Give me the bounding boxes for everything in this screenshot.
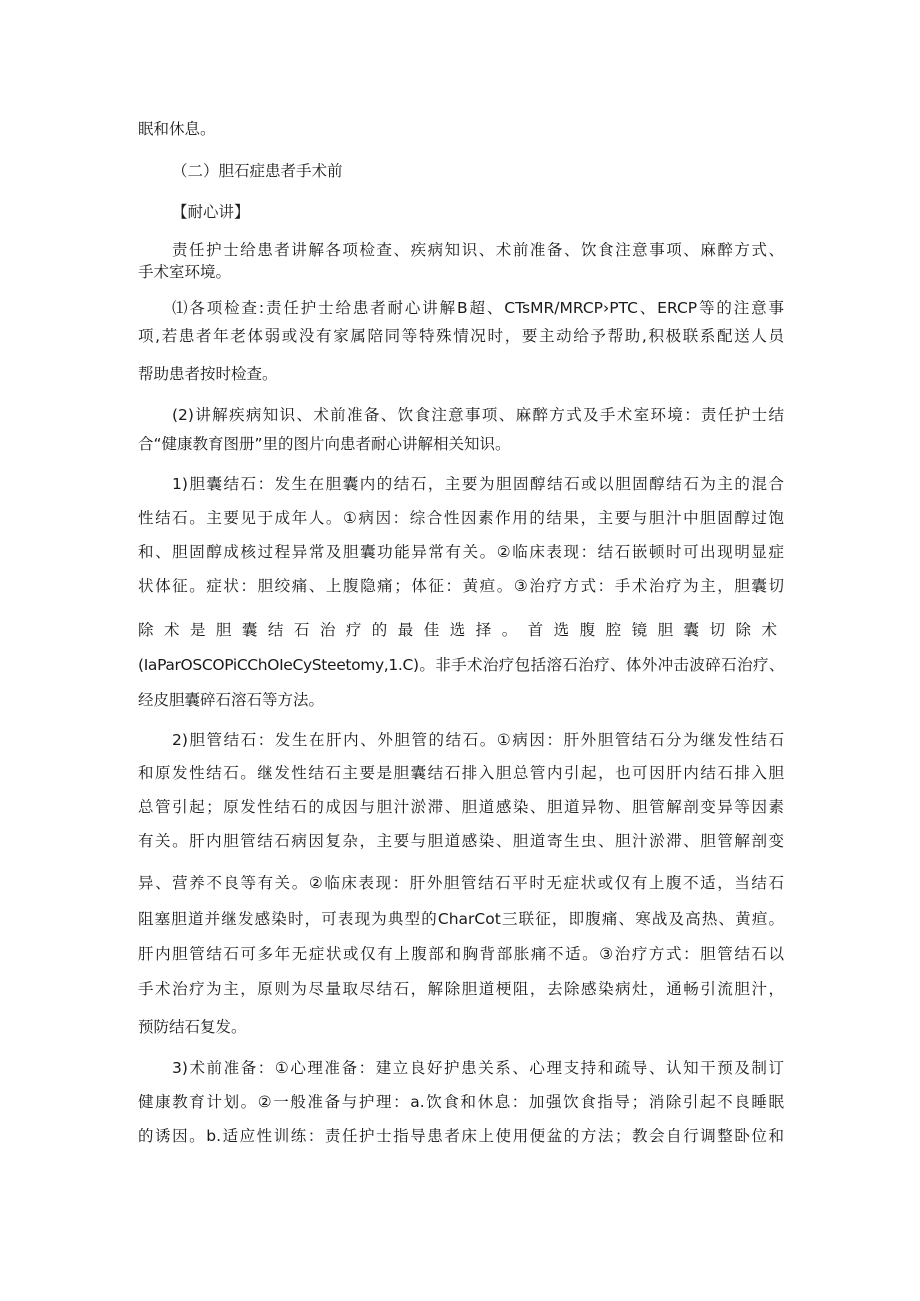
text-line: 3)术前准备：①心理准备：建立良好护患关系、心理支持和疏导、认知干预及制订 [172, 1059, 784, 1077]
text-line: 状体征。症状：胆绞痛、上腹隐痛；体征：黄疸。③治疗方式：手术治疗为主，胆囊切 [138, 577, 784, 595]
text-line: 手术室环境。 [138, 263, 232, 281]
text-line: (2)讲解疾病知识、术前准备、饮食注意事项、麻醉方式及手术室环境：责任护士结 [172, 406, 784, 424]
text-line: 的诱因。b.适应性训练：责任护士指导患者床上使用便盆的方法；教会自行调整卧位和 [138, 1127, 784, 1145]
text-line: ⑴各项检查:责任护士给患者耐心讲解B超、CTsMR∕MRCP›PTC、ERCP等的注意事 [172, 299, 784, 317]
text-line: 项,若患者年老体弱或没有家属陪同等特殊情况时，要主动给予帮助,积极联系配送人员 [138, 327, 784, 345]
text-line: 除术是胆囊结石治疗的最佳选择。首选腹腔镜胆囊切除术 [138, 621, 784, 639]
text-line: 性结石。主要见于成年人。①病因：综合性因素作用的结果，主要与胆汁中胆固醇过饱 [138, 509, 784, 527]
text-line: 有关。肝内胆管结石病因复杂，主要与胆道感染、胆道寄生虫、胆汁淤滞、胆管解剖变 [138, 832, 784, 850]
text-line: 眠和休息。 [138, 120, 216, 138]
text-line: 2)胆管结石：发生在肝内、外胆管的结石。①病因：肝外胆管结石分为继发性结石 [172, 731, 784, 749]
text-line: 合“健康教育图册”里的图片向患者耐心讲解相关知识。 [138, 435, 511, 453]
section-heading: （二）胆石症患者手术前 [172, 162, 343, 180]
text-line: 总管引起；原发性结石的成因与胆汁淤滞、胆道感染、胆道异物、胆管解剖变异等因素 [138, 798, 784, 816]
text-line: 和、胆固醇成核过程异常及胆囊功能异常有关。②临床表现：结石嵌顿时可出现明显症 [138, 543, 784, 561]
text-line: 1)胆囊结石：发生在胆囊内的结石，主要为胆固醇结石或以胆固醇结石为主的混合 [172, 475, 784, 493]
text-line: 和原发性结石。继发性结石主要是胆囊结石排入胆总管内引起，也可因肝内结石排入胆 [138, 764, 784, 782]
text-line: 健康教育计划。②一般准备与护理：a.饮食和休息：加强饮食指导；消除引起不良睡眠 [138, 1093, 784, 1111]
text-line: 帮助患者按时检查。 [138, 365, 278, 383]
text-line: 责任护士给患者讲解各项检查、疾病知识、术前准备、饮食注意事项、麻醉方式、 [172, 241, 784, 259]
text-line: 肝内胆管结石可多年无症状或仅有上腹部和胸背部胀痛不适。③治疗方式：胆管结石以 [138, 945, 784, 963]
text-line: (IaParOSCOPiCChOIeCySteetomy,1.C)。非手术治疗包括溶石治疗、体外冲击波碎石治疗、 [138, 656, 784, 674]
text-line: 预防结石复发。 [138, 1018, 247, 1036]
text-line: 异、营养不良等有关。②临床表现：肝外胆管结石平时无症状或仅有上腹不适，当结石 [138, 874, 784, 892]
text-line: 手术治疗为主，原则为尽量取尽结石，解除胆道梗阻，去除感染病灶，通畅引流胆汁， [138, 980, 784, 998]
subsection-heading: 【耐心讲】 [172, 203, 250, 221]
text-line: 经皮胆囊碎石溶石等方法。 [138, 691, 325, 709]
text-line: 阻塞胆道并继发感染时，可表现为典型的CharCot三联征，即腹痛、寒战及高热、黄疸。 [138, 910, 784, 928]
